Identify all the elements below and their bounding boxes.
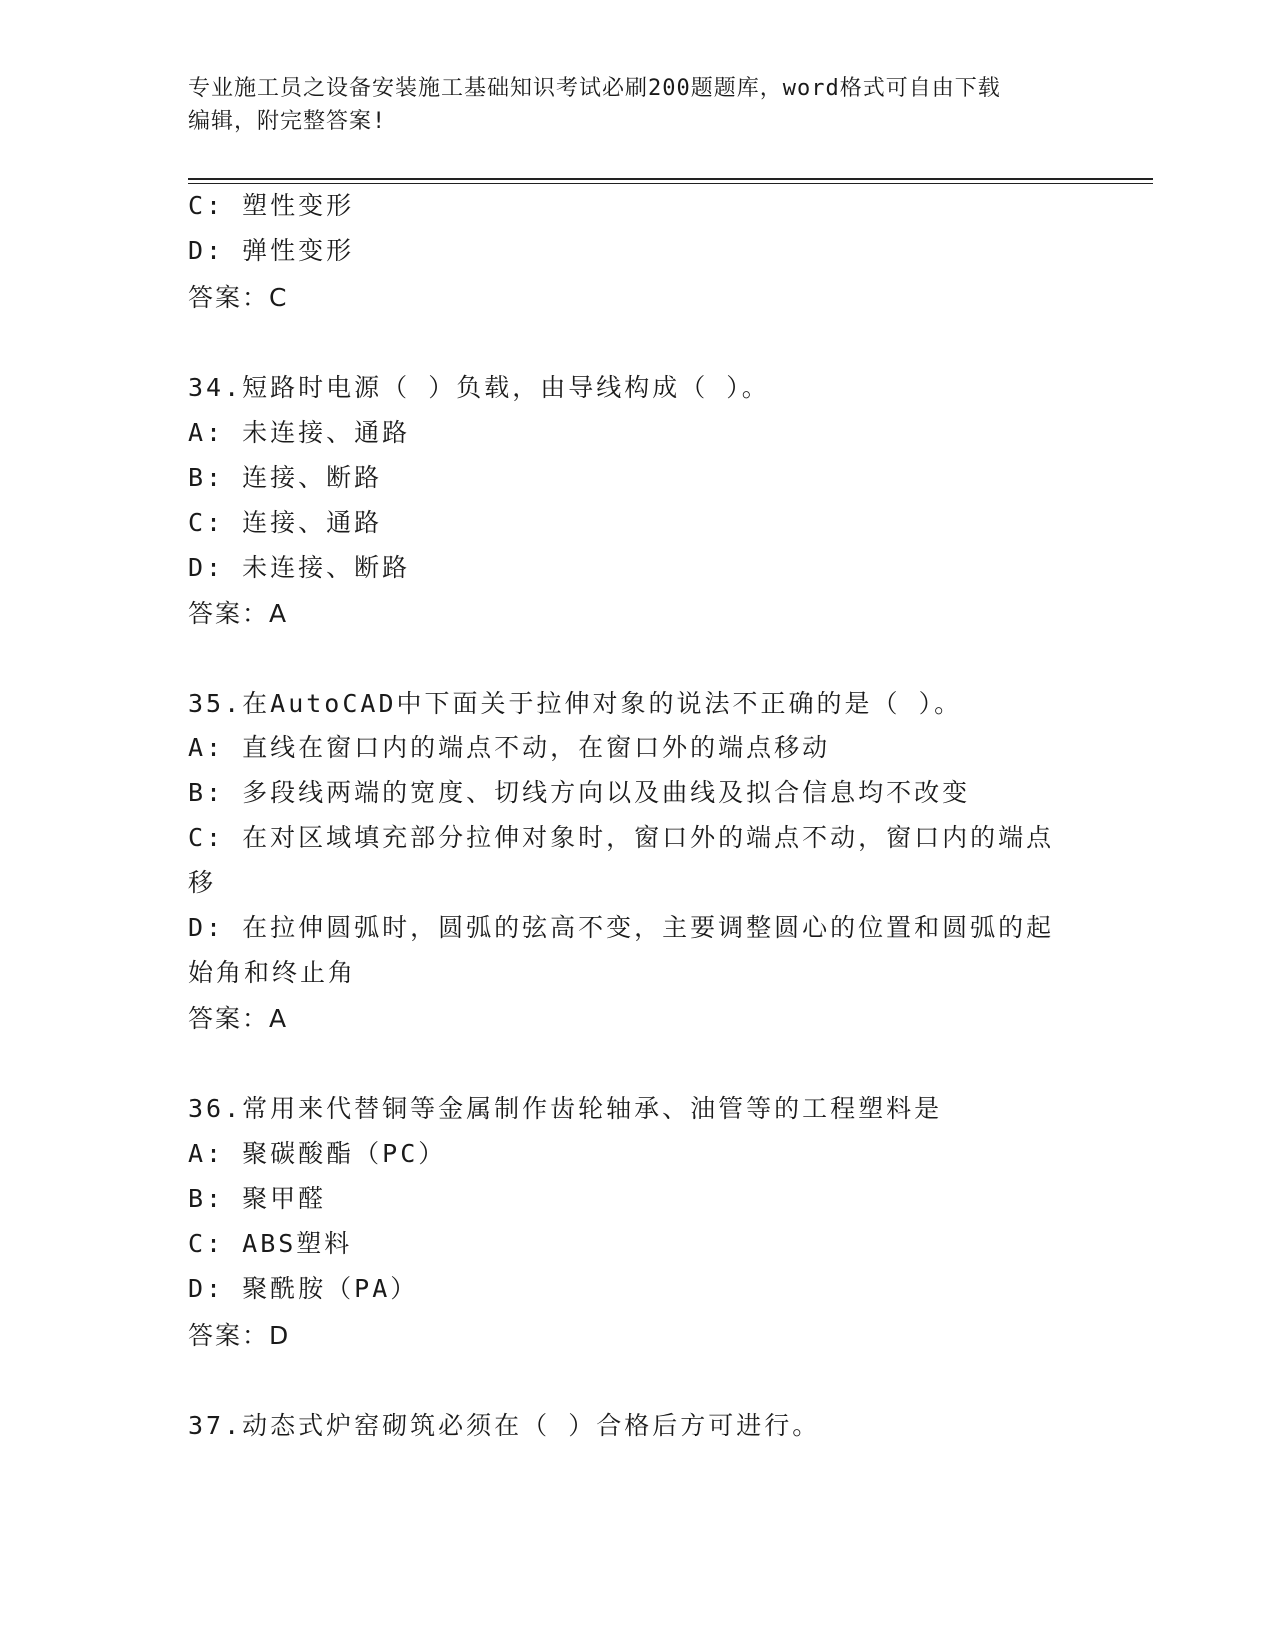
q34-option-a: A: 未连接、通路 xyxy=(188,418,411,447)
q35-option-c-line1: C: 在对区域填充部分拉伸对象时，窗口外的端点不动，窗口内的端点 xyxy=(188,823,1055,852)
q37-question: 37.动态式炉窑砌筑必须在（ ）合格后方可进行。 xyxy=(188,1411,821,1440)
q35-answer: 答案：A xyxy=(188,1004,289,1033)
q35-question: 35.在AutoCAD中下面关于拉伸对象的说法不正确的是（ ）。 xyxy=(188,689,963,718)
q35-option-d-line2: 始角和终止角 xyxy=(188,958,357,987)
header-divider-thick xyxy=(188,178,1153,180)
q34-question: 34.短路时电源（ ）负载，由导线构成（ ）。 xyxy=(188,373,770,402)
q34-answer: 答案：A xyxy=(188,599,289,628)
header-divider-thin xyxy=(188,183,1153,184)
q34-option-c: C: 连接、通路 xyxy=(188,508,383,537)
q35-option-c-line2: 移 xyxy=(188,868,217,897)
q36-option-d: D: 聚酰胺（PA） xyxy=(188,1274,419,1303)
q35-option-a: A: 直线在窗口内的端点不动，在窗口外的端点移动 xyxy=(188,733,831,762)
header-title-line1: 专业施工员之设备安装施工基础知识考试必刷200题题库，word格式可自由下载 xyxy=(188,76,1001,101)
q34-option-d: D: 未连接、断路 xyxy=(188,553,411,582)
q33-answer: 答案：C xyxy=(188,283,289,312)
q35-option-d-line1: D: 在拉伸圆弧时，圆弧的弦高不变，主要调整圆心的位置和圆弧的起 xyxy=(188,913,1055,942)
q34-option-b: B: 连接、断路 xyxy=(188,463,383,492)
page-header xyxy=(188,72,1068,138)
q36-answer: 答案：D xyxy=(188,1321,291,1350)
q33-option-d: D: 弹性变形 xyxy=(188,236,355,265)
q36-option-b: B: 聚甲醛 xyxy=(188,1184,327,1213)
q36-option-c: C: ABS塑料 xyxy=(188,1229,353,1258)
header-title-line2: 编辑，附完整答案! xyxy=(188,109,387,134)
q35-option-b: B: 多段线两端的宽度、切线方向以及曲线及拟合信息均不改变 xyxy=(188,778,971,807)
q36-question: 36.常用来代替铜等金属制作齿轮轴承、油管等的工程塑料是 xyxy=(188,1094,943,1123)
q33-option-c: C: 塑性变形 xyxy=(188,191,355,220)
q36-option-a: A: 聚碳酸酯（PC） xyxy=(188,1139,447,1168)
